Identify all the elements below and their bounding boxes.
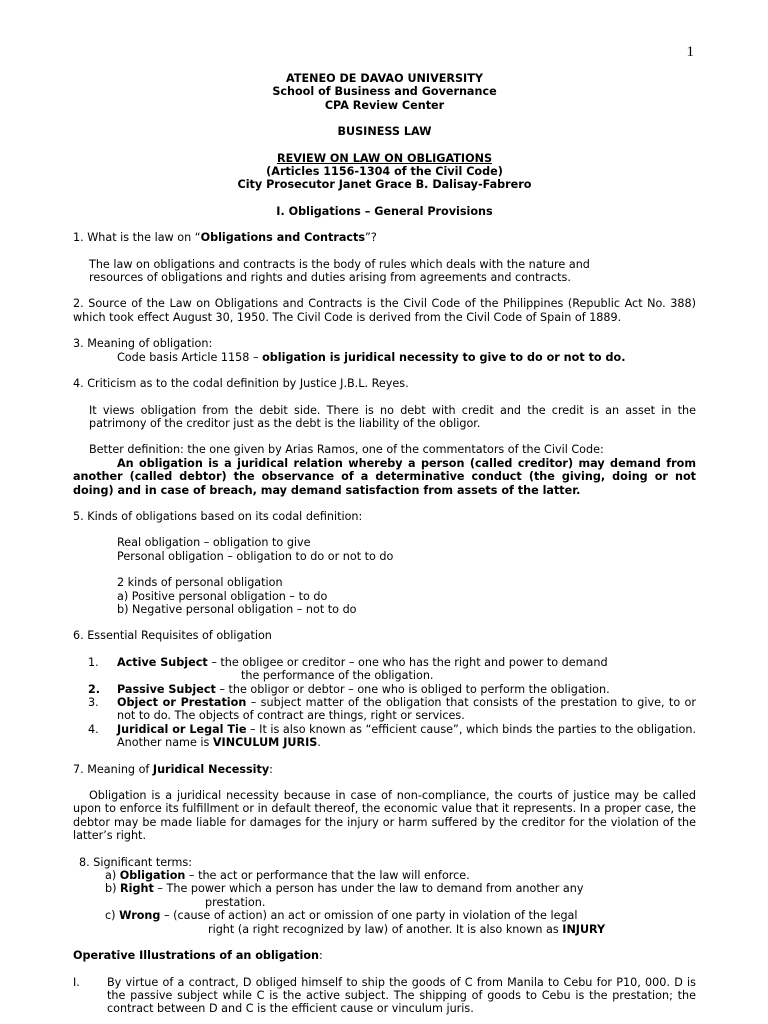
requisite-desc: – the obligee or creditor – one who has the right and power to demand — [207, 655, 608, 669]
q8-c-pre: c) — [105, 909, 120, 923]
requisite-term: Object or Prestation — [117, 696, 247, 709]
illustration-item — [73, 976, 696, 1016]
requisite-item — [73, 656, 696, 669]
requisite-desc: – It is also known as “efficient cause”, which binds the parties to the obligation. Another name is — [117, 722, 697, 750]
requisite-term: Passive Subject — [117, 682, 216, 696]
author-line: City Prosecutor Janet Grace B. Dalisay-Fabrero — [237, 178, 532, 192]
q6-list — [73, 656, 696, 750]
illustrations-title-bold: Operative Illustrations of an obligation — [73, 949, 319, 963]
requisite-item — [73, 696, 696, 723]
requisite-item — [73, 723, 696, 750]
q5-positive: a) Positive personal obligation – to do — [117, 589, 328, 603]
q1-question-pre: 1. What is the law on “ — [73, 231, 201, 245]
q8-a-desc: – the act or performance that the law will enforce. — [185, 869, 470, 883]
illustrations-title — [73, 949, 696, 962]
articles-line: (Articles 1156-1304 of the Civil Code) — [266, 165, 503, 179]
q8-title: 8. Significant terms: — [79, 855, 192, 869]
q8-term-a — [73, 869, 696, 882]
q3-basis-bold: obligation is juridical necessity to give to do or not to do. — [262, 350, 626, 364]
q7-title-pre: 7. Meaning of — [73, 762, 153, 776]
q8-a-pre: a) — [105, 869, 120, 883]
requisite-text — [117, 696, 696, 723]
q8-c-desc: – (cause of action) an act or omission of one party in violation of the legal — [160, 909, 578, 923]
q1-question-bold: Obligations and Contracts — [200, 231, 366, 245]
q8-b-pre: b) — [105, 882, 121, 896]
q7-title-bold: Juridical Necessity — [152, 762, 270, 776]
illustration-text: By virtue of a contract, D obliged himself to ship the goods of C from Manila to Cebu for P10, 000. D is the passive subject while C is the active subject. The shipping of goods to Cebu is the prestation; the contract between D and C is the efficient cause or vinculum juris. — [107, 975, 696, 1016]
q3-title: 3. Meaning of obligation: — [73, 337, 213, 351]
q7-paragraph: Obligation is a juridical necessity because in case of non-compliance, the courts of justice may be called upon to enforce its fulfillment or in default thereof, the economic value that it represents. In a proper case, the debtor may be made liable for damages for the injury or harm suffered by the creditor for the violation of the latter’s right. — [73, 789, 696, 843]
q2-paragraph: 2. Source of the Law on Obligations and Contracts is the Civil Code of the Philippines (Republic Act No. 388) which took effect August 30, 1950. The Civil Code is derived from the Civil Code of Spain of 1889. — [73, 297, 696, 324]
q8-term-b — [73, 882, 696, 895]
requisite-term: Juridical or Legal Tie — [117, 722, 247, 736]
illustration-number: I. — [73, 975, 80, 989]
q1-question — [73, 231, 696, 244]
requisite-number: 2. — [88, 682, 101, 696]
school-name: School of Business and Governance — [272, 85, 497, 99]
q5-negative: b) Negative personal obligation – not to do — [117, 602, 357, 616]
q7-title-post: : — [269, 762, 273, 776]
q8-c-cont — [73, 923, 696, 936]
q6-title: 6. Essential Requisites of obligation — [73, 629, 272, 643]
subject-title: BUSINESS LAW — [337, 125, 432, 139]
header-block — [73, 72, 696, 218]
q8-b-term: Right — [120, 882, 154, 896]
section-heading: I. Obligations – General Provisions — [276, 204, 493, 218]
requisite-text — [117, 723, 696, 750]
q1-answer-line2: resources of obligations and rights and duties arising from agreements and contracts. — [89, 271, 571, 285]
requisite-tail-bold: VINCULUM JURIS — [212, 736, 318, 750]
q4-title: 4. Criticism as to the codal definition by Justice J.B.L. Reyes. — [73, 377, 409, 391]
q1-answer-line1: The law on obligations and contracts is the body of rules which deals with the nature and — [89, 257, 590, 271]
q5-real: Real obligation – obligation to give — [117, 536, 311, 550]
q4-better: Better definition: the one given by Arias Ramos, one of the commentators of the Civil Code: — [89, 443, 604, 457]
requisite-tail: . — [317, 736, 321, 750]
q8-b-desc: – The power which a person has under the law to demand from another any — [153, 882, 584, 896]
requisite-desc: – the obligor or debtor – one who is obliged to perform the obligation. — [215, 682, 610, 696]
q5-personal: Personal obligation – obligation to do or not to do — [117, 549, 394, 563]
q1-question-post: ”? — [365, 231, 377, 245]
requisite-term: Active Subject — [117, 655, 208, 669]
illustrations-title-post: : — [319, 949, 323, 963]
q4-para1: It views obligation from the debit side. There is no debt with credit and the credit is an asset in the patrimony of the creditor just as the debt is the liability of the obligor. — [89, 403, 696, 430]
q3-basis — [73, 351, 696, 364]
q8-b-cont: prestation. — [205, 895, 266, 909]
q1-answer — [73, 258, 696, 285]
requisite-number: 3. — [88, 696, 99, 709]
q5-list — [73, 536, 696, 616]
requisite-desc: – subject matter of the obligation that consists of the prestation to give, to or not to do. The objects of contract are things, right or services. — [117, 696, 697, 723]
q4-definition: An obligation is a juridical relation whereby a person (called creditor) may demand from another (called debtor) the observance of a determinative conduct (the giving, doing or not doing) and in case of breach, may demand satisfaction from assets of the latter. — [73, 456, 696, 497]
page-number: 1 — [686, 44, 694, 60]
requisite-number: 1. — [88, 655, 99, 669]
q7-title — [73, 763, 696, 776]
university-name: ATENEO DE DAVAO UNIVERSITY — [286, 72, 483, 85]
q8-a-term: Obligation — [119, 869, 186, 883]
q5-title: 5. Kinds of obligations based on its codal definition: — [73, 509, 363, 523]
requisite-text — [117, 656, 696, 669]
requisite-text — [117, 683, 696, 696]
review-title: REVIEW ON LAW ON OBLIGATIONS — [276, 151, 493, 165]
document-body — [73, 72, 696, 1016]
requisite-cont: the performance of the obligation. — [241, 669, 434, 683]
q8-c-term: Wrong — [119, 909, 161, 923]
q8-term-c — [73, 909, 696, 922]
requisite-number: 4. — [88, 722, 99, 736]
center-name: CPA Review Center — [324, 98, 445, 112]
requisite-item — [73, 683, 696, 696]
q8-c-bold: INJURY — [562, 922, 606, 936]
q5-kinds-title: 2 kinds of personal obligation — [117, 576, 283, 590]
q8-c-cont-text: right (a right recognized by law) of another. It is also known as — [208, 922, 563, 936]
q3-basis-pre: Code basis Article 1158 – — [117, 350, 263, 364]
